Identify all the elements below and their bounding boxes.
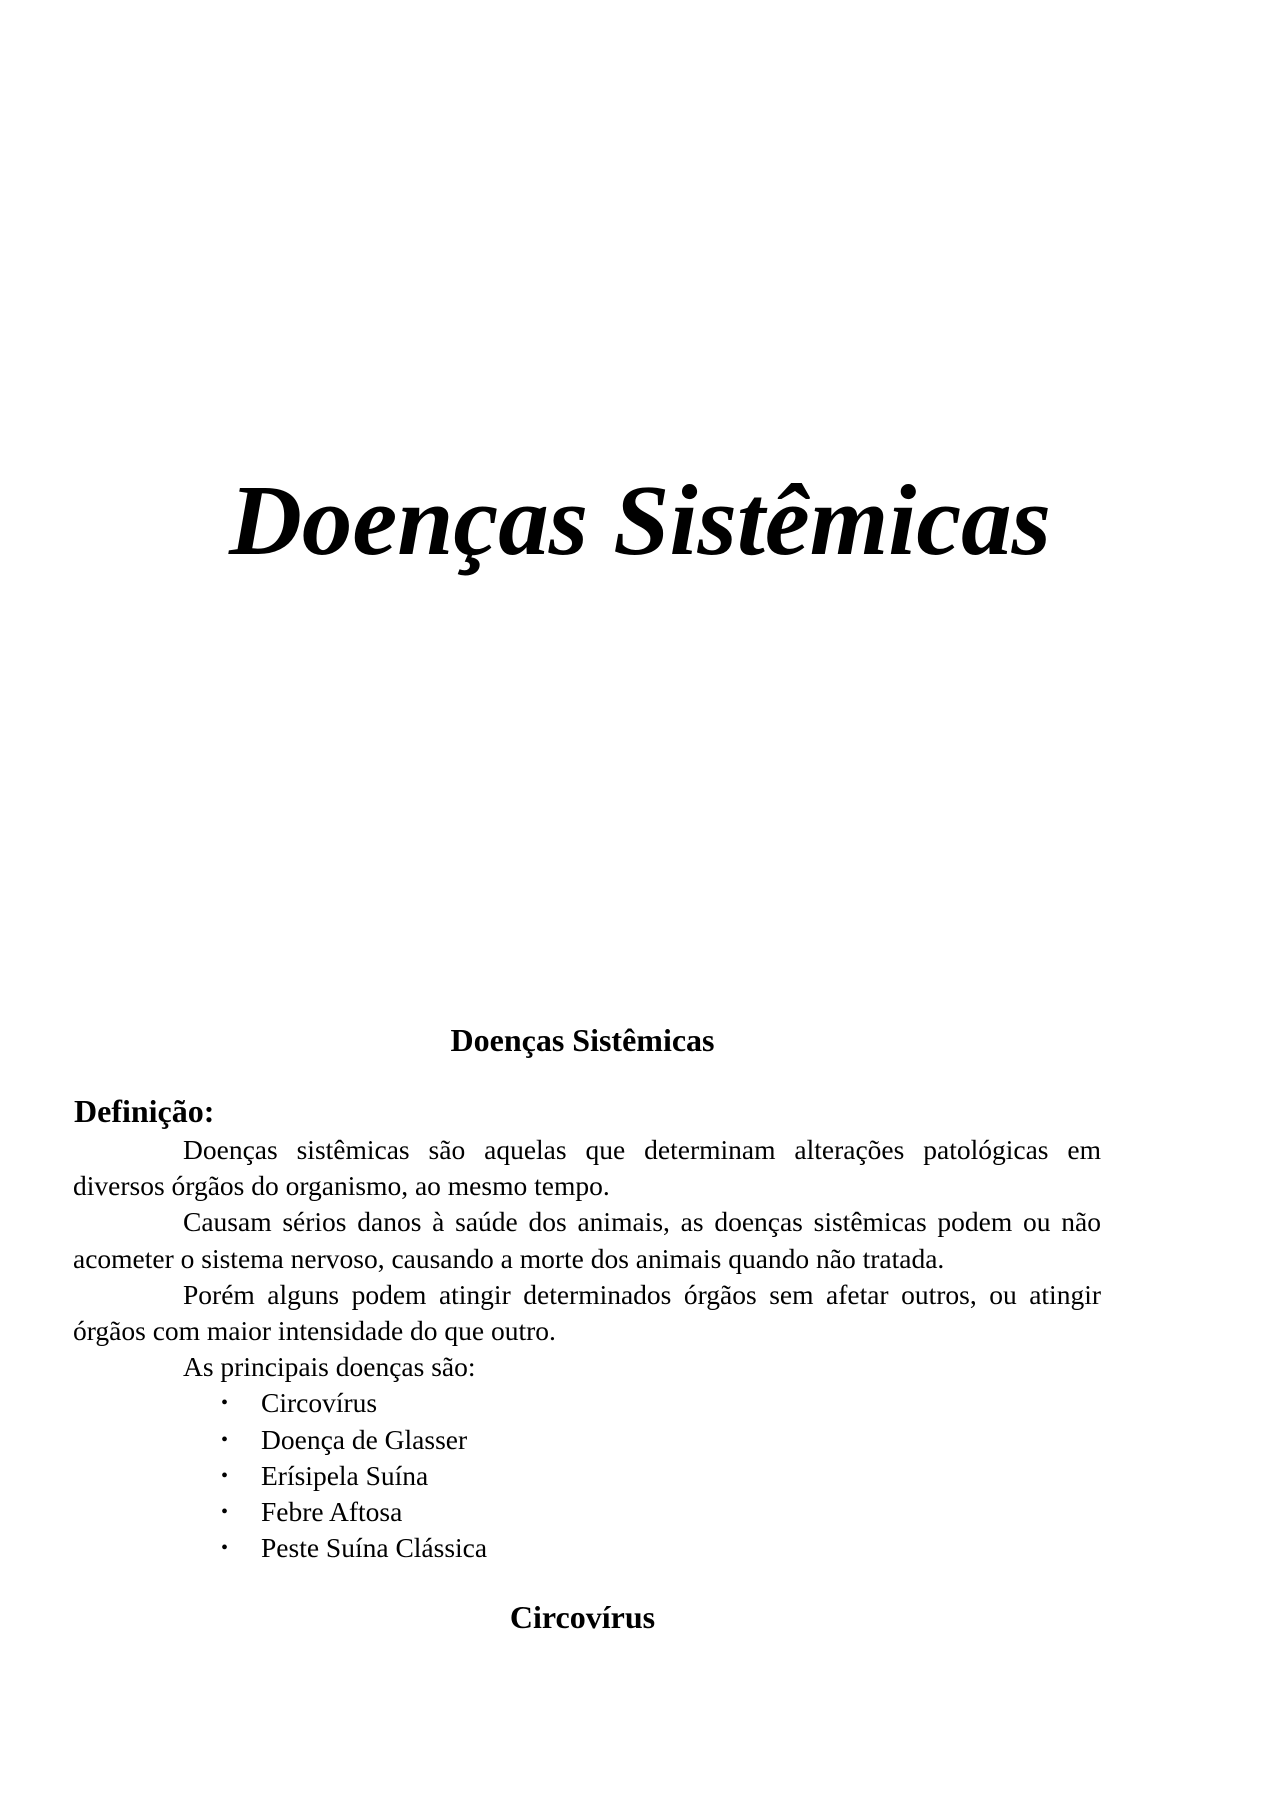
disease-list [73,1385,1101,1566]
bullet-icon: • [221,1464,229,1487]
paragraph-damage: Causam sérios danos à saúde dos animais, as doenças sistêmicas podem ou não acometer o sistema nervoso, causando a morte dos animais quando não tratada. [73,1206,1101,1274]
cover-title: Doenças Sistêmicas [228,464,1051,576]
list-item [73,1422,1101,1458]
body-text [73,1132,1101,1566]
section-title: Doenças Sistêmicas [450,1022,715,1058]
list-item-label: Circovírus [261,1387,378,1419]
list-item-label: Febre Aftosa [261,1495,403,1527]
definition-label: Definição: [74,1093,215,1129]
bullet-icon: • [221,1500,229,1523]
bullet-icon: • [221,1428,229,1451]
bullet-icon: • [221,1392,229,1415]
list-item [73,1530,1101,1566]
list-item [73,1385,1101,1421]
list-item [73,1494,1101,1530]
paragraph-main-diseases: As principais doenças são: [183,1351,476,1383]
bullet-icon: • [221,1537,229,1560]
list-item-label: Erísipela Suína [261,1459,429,1491]
paragraph-organs: Porém alguns podem atingir determinados órgãos sem afetar outros, ou atingir órgãos com maior intensidade do que outro. [73,1278,1101,1347]
next-section-title: Circovírus [509,1599,656,1635]
paragraph-definition: Doenças sistêmicas são aquelas que determinam alterações patológicas em diversos órgãos do organismo, ao mesmo tempo. [73,1134,1101,1202]
list-item-label: Peste Suína Clássica [261,1532,488,1564]
list-item-label: Doença de Glasser [261,1423,468,1455]
list-item [73,1458,1101,1494]
